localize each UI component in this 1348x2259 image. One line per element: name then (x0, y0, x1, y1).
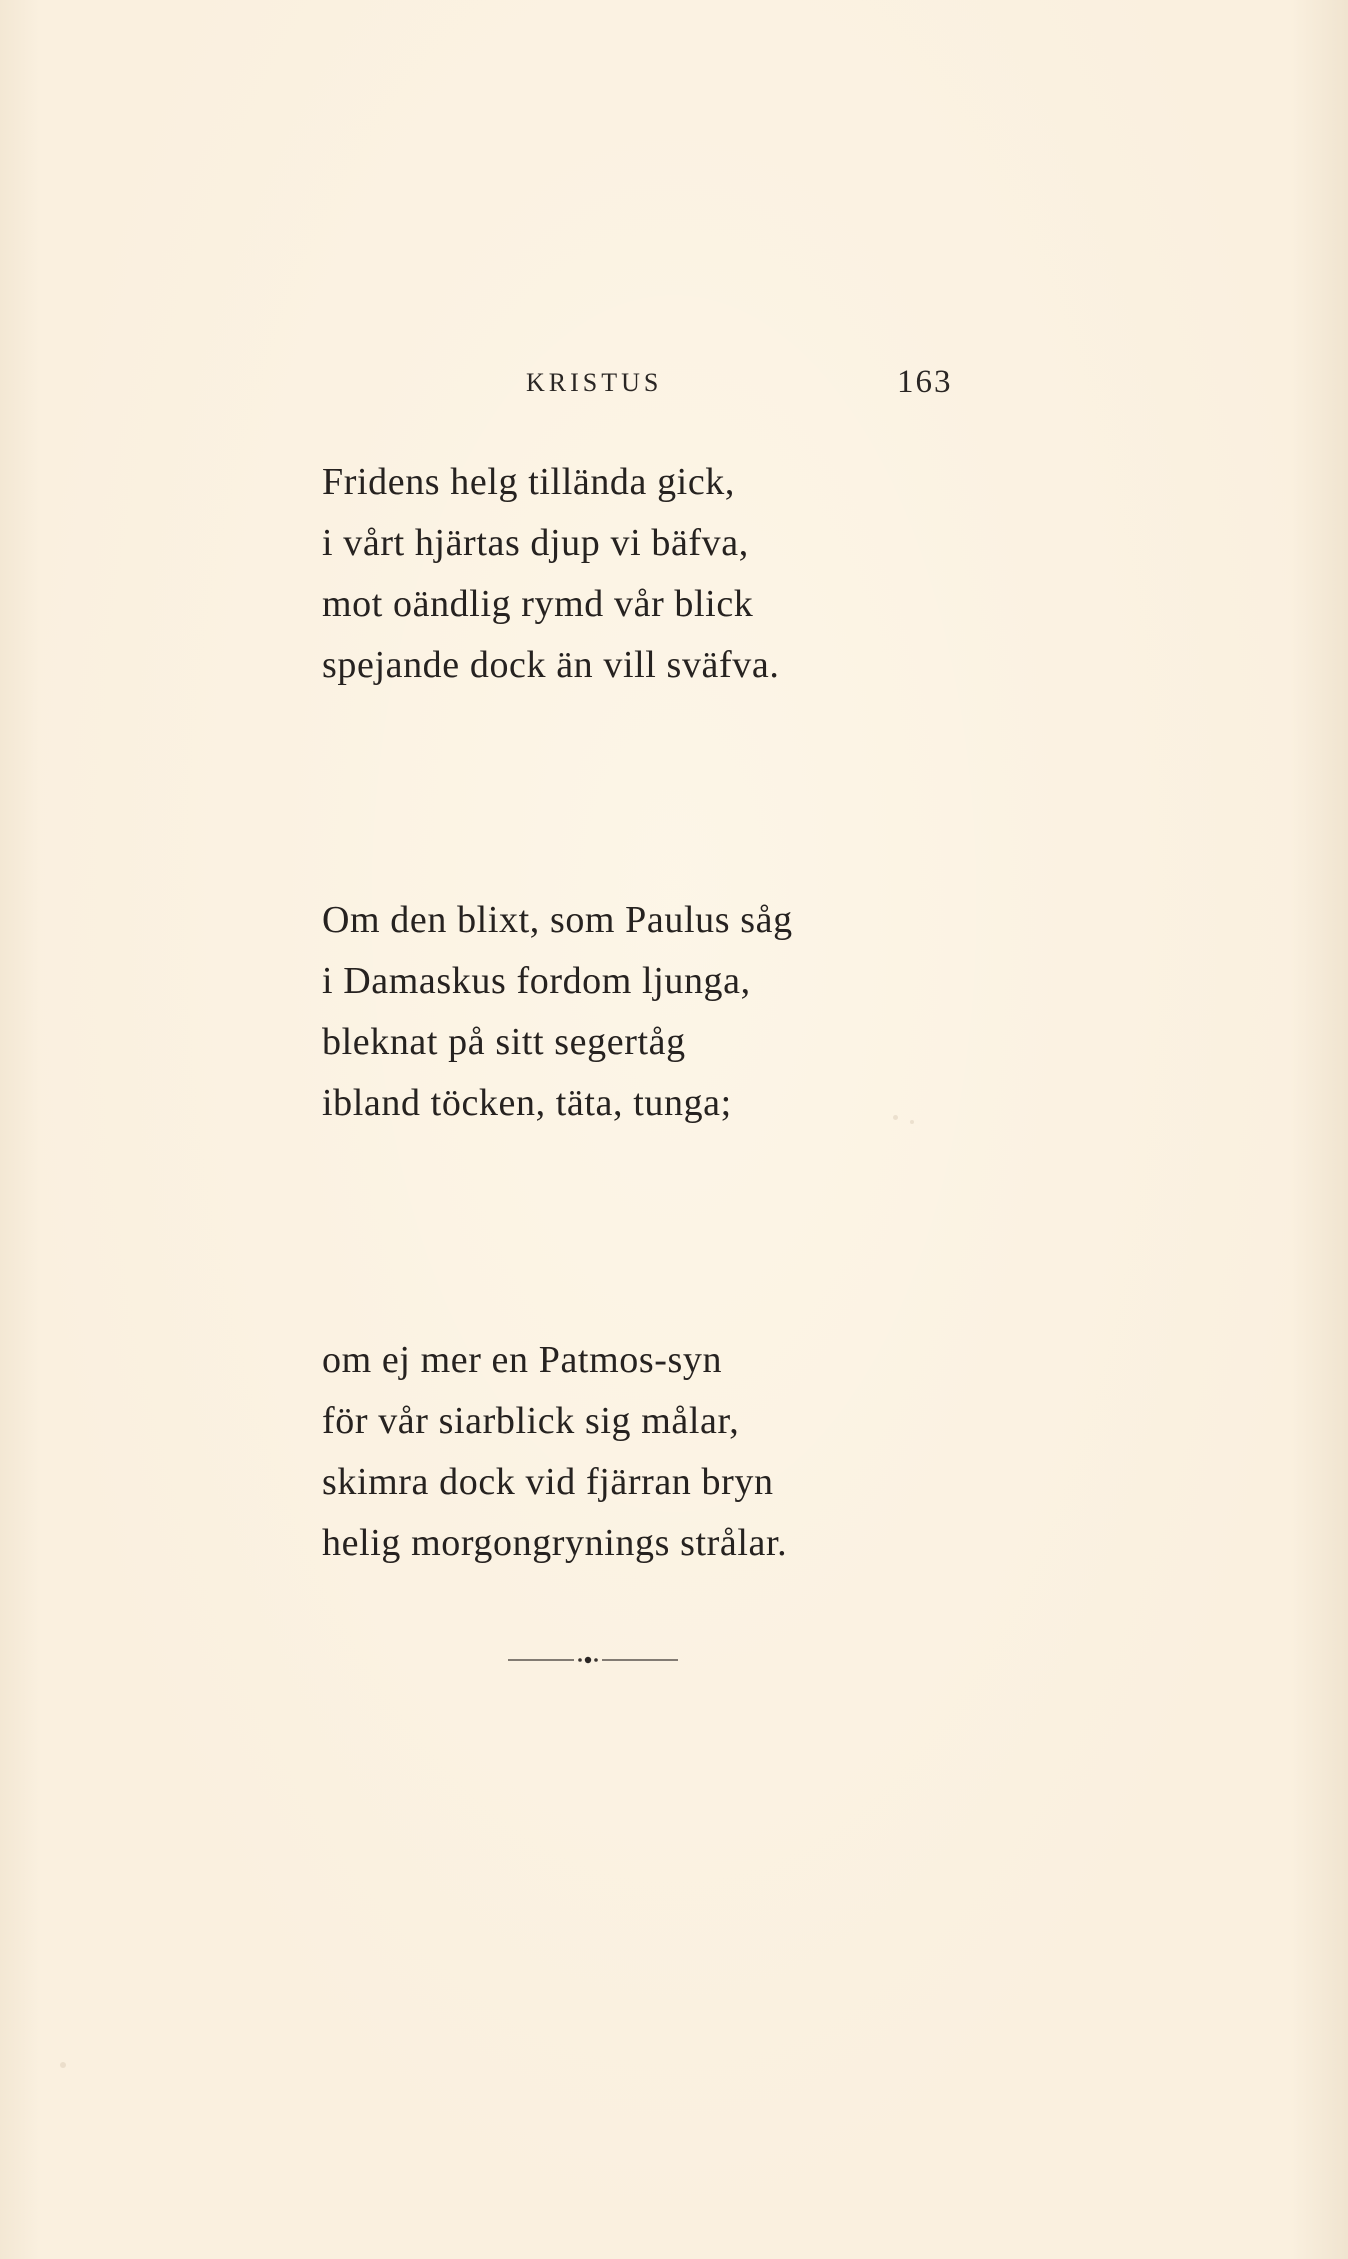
poem-line: spejande dock än vill sväfva. (322, 644, 780, 686)
poem-line: i Damaskus fordom ljunga, (322, 960, 751, 1002)
poem-line: om ej mer en Patmos-syn (322, 1339, 723, 1381)
poem-line: ibland töcken, täta, tunga; (322, 1082, 732, 1124)
poem-line: Fridens helg tillända gick, (322, 461, 736, 503)
poem-stanza-1 (322, 452, 942, 696)
page-number: 163 (897, 364, 953, 400)
poem-line: helig morgongrynings strålar. (322, 1522, 788, 1564)
rule-with-dots-icon (508, 1652, 678, 1668)
poem-stanza-2 (322, 890, 942, 1134)
poem-line: skimra dock vid fjärran bryn (322, 1461, 774, 1503)
poem-line: Om den blixt, som Paulus såg (322, 899, 793, 941)
poem-line: för vår siarblick sig målar, (322, 1400, 740, 1442)
poem-line: bleknat på sitt segertåg (322, 1021, 686, 1063)
page-header (0, 364, 1348, 408)
poem-line: i vårt hjärtas djup vi bäfva, (322, 522, 749, 564)
poem-line: mot oändlig rymd vår blick (322, 583, 754, 625)
paper-speck (60, 2062, 66, 2068)
poem-stanza-3 (322, 1330, 942, 1574)
running-head: KRISTUS (526, 368, 663, 397)
